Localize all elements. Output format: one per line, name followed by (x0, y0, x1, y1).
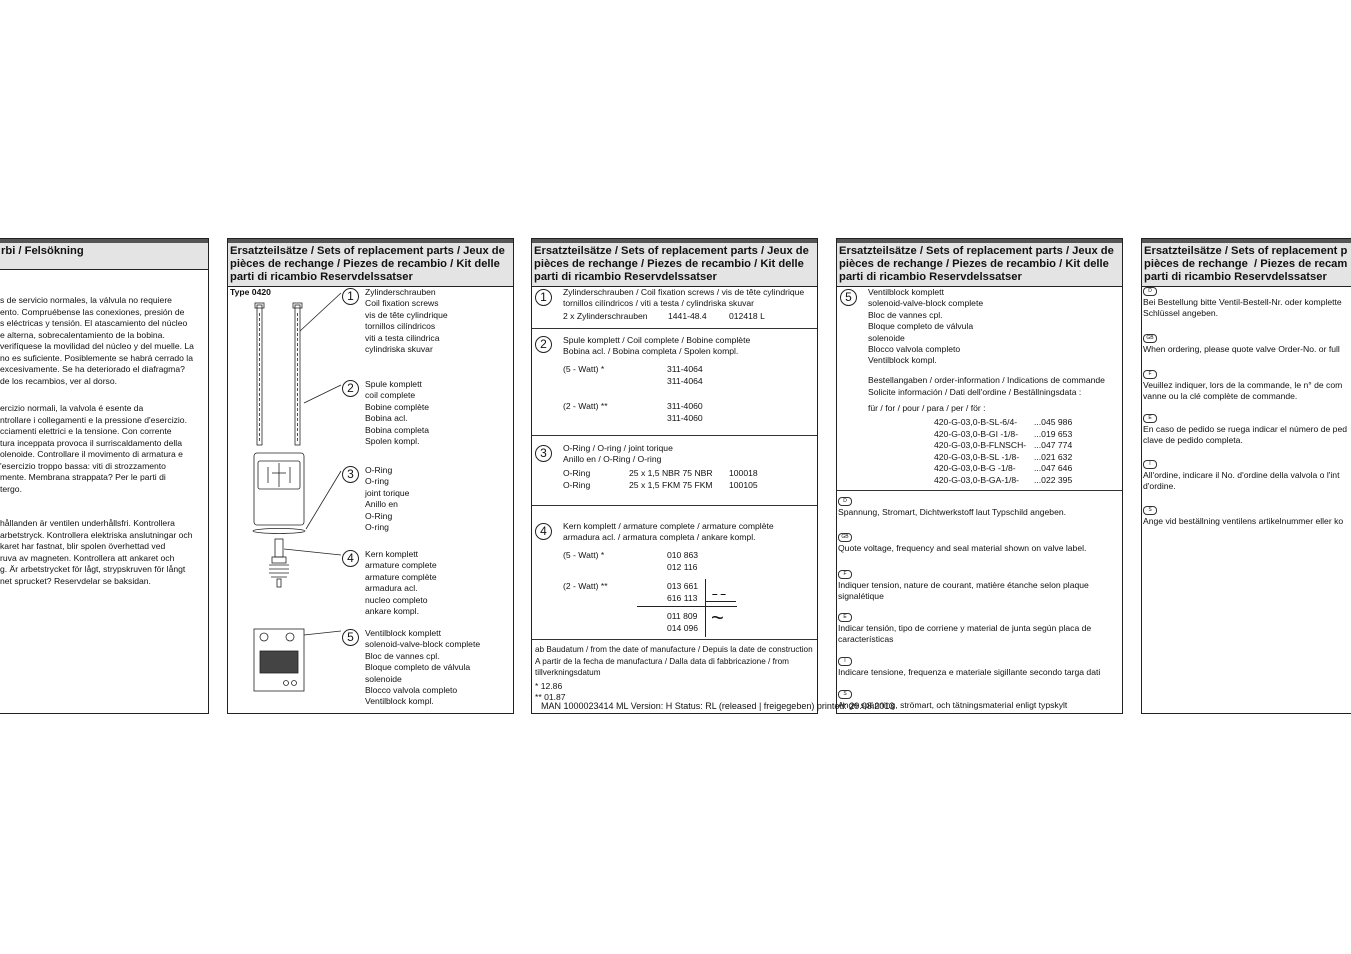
language-flag-gb: GB (1143, 334, 1157, 343)
footer-line-3: tillverkningsdatum (535, 668, 601, 677)
valve-block-line: solenoide (868, 332, 905, 343)
oring-row-2-name: O-Ring (563, 480, 591, 490)
callout-label: vis de tête cylindrique (365, 309, 448, 320)
callout-label: tornillos cilíndricos (365, 321, 436, 332)
valve-block-line: Ventilblock kompl. (868, 355, 937, 366)
order-info-2: Solicite información / Dati dell'ordine / Beställningsdata : (868, 387, 1082, 397)
language-note: Ange spänning, strömart, och tätningsmaterial enligt typskylt (838, 700, 1068, 710)
callout-label: armature complète (365, 571, 437, 582)
language-flag-e: E (838, 613, 852, 622)
title-line-2: pièces de rechange / Piezes de recam (1144, 258, 1348, 270)
troubleshooting-line: olenoide. Controllare il movimento di armatura e (0, 449, 183, 459)
language-note: En caso de pedido se ruega indicar el número de ped clave de pedido completa. (1143, 424, 1348, 446)
troubleshooting-line: tergo. (0, 483, 22, 494)
callout-label: armature complete (365, 560, 437, 571)
order-code: 420-G-03,0-B-SL-6/4- (934, 417, 1018, 427)
troubleshooting-line: e alterna, sobrecalentamiento de la bobina. (0, 329, 165, 340)
order-code: 420-G-03,0-B-GA-1/8- (934, 475, 1020, 485)
troubleshooting-line: de los recambios, ver al dorso. (0, 375, 118, 386)
title-line-1: Ersatzteilsätze / Sets of replacement p (1144, 245, 1348, 257)
core-5w-code-2: 012 116 (667, 562, 698, 572)
ac-symbol: ~ (711, 605, 724, 630)
callout-label: Zylinderschrauben (365, 287, 436, 297)
oring-desc-1: O-Ring / O-ring / joint torique (563, 443, 673, 453)
panel-title: Ersatzteilsätze / Sets of replacement parts / Jeux de pièces de rechange / Piezes de recambio / Kit delle parti di ricambio Reservdelssatser (228, 239, 513, 287)
footer-line-2: A partir de la fecha de manufactura / Dalla data di fabbricazione / from (535, 657, 789, 666)
troubleshooting-line: ntrollare i collegamenti e la pressione d'esercizio. (0, 414, 187, 425)
footer-line-1: ab Baudatum / from the date of manufacture / Depuis la date de construction (535, 645, 813, 654)
screws-desc-1: Zylinderschrauben / Coil fixation screws / vis de tête cylindrique (563, 287, 805, 297)
core-ac-code-2: 014 096 (667, 623, 699, 633)
oring-desc-2: Anillo en / O-Ring / O-ring (563, 454, 662, 464)
for-label: für / for / pour / para / per / för : (868, 403, 986, 413)
language-flag-d: D (1143, 287, 1157, 296)
callout-3: 3 (535, 445, 552, 462)
callout-label: O-Ring (365, 465, 393, 475)
replacement-parts-diagram-panel (227, 238, 514, 714)
language-note: Indicar tensión, tipo de corriene y material de junta según placa de características (838, 623, 1092, 645)
callout-3: 3 (342, 466, 359, 483)
footnote-5w: * 12.86 (535, 681, 563, 691)
order-code: 420-G-03,0-B-FLNSCH- (934, 440, 1027, 451)
panel-title: Ersatzteilsätze / Sets of replacement parts / Jeux de pièces de rechange / Piezes de recambio / Kit delle parti di ricambio Reservdelssatser (837, 239, 1122, 287)
coil-2w: (2 - Watt) ** (563, 401, 608, 411)
callout-label: Spule komplett (365, 379, 422, 389)
panel-title: Ersatzteilsätze / Sets of replacement parts / Jeux de pièces de rechange / Piezes de recambio / Kit delle parti di ricambio Reservdelssatser (532, 239, 817, 287)
order-info-1: Bestellangaben / order-information / Indications de commande (868, 375, 1105, 385)
screws-desc-2: tornillos cilíndricos / viti a testa / cylindriska skuvar (563, 298, 755, 308)
core-desc-2: armadura acl. / armatura completa / ankare kompl. (563, 532, 756, 542)
screws-code-1: 1441-48.4 (668, 311, 707, 321)
troubleshooting-line: net sprucket? Reservdelar se baksidan. (0, 575, 151, 586)
callout-label: Bloque completo de válvula (365, 662, 471, 673)
callout-label: Ventilblock kompl. (365, 696, 434, 707)
coil-5w: (5 - Watt) * (563, 364, 605, 374)
core-ac-code-1: 011 809 (667, 611, 698, 621)
callout-label: armadura acl. (365, 583, 418, 594)
order-number: ...021 632 (1034, 451, 1073, 462)
title-line-3: parti di ricambio Reservdelssatser (1144, 271, 1327, 283)
troubleshooting-line: 'esercizio troppo bassa: viti di strozzamento (0, 460, 166, 471)
screws-code-2: 012418 L (729, 311, 765, 321)
language-note: Spannung, Stromart, Dichtwerkstoff laut Typschild angeben. (838, 507, 1067, 517)
callout-4: 4 (535, 523, 552, 540)
troubleshooting-line: ercizio normali, la valvola é esente da (0, 403, 144, 413)
callout-label: Coil fixation screws (365, 298, 439, 309)
callout-label: solenoide (365, 673, 402, 684)
troubleshooting-line: no es suficiente. Posiblemente se habrá cerrado la (0, 352, 193, 363)
coil-2w-code-1: 311-4060 (667, 401, 703, 411)
order-info-panel (836, 238, 1123, 714)
coil-5w-code-2: 311-4064 (667, 376, 703, 386)
order-number: ...019 653 (1034, 428, 1073, 439)
callout-label: Bloc de vannes cpl. (365, 650, 440, 661)
callout-label: Kern komplett (365, 549, 419, 559)
screws-qty: 2 x Zylinderschrauben (563, 311, 648, 321)
troubleshooting-panel (0, 238, 209, 714)
troubleshooting-line: excesivamente. Se ha deteriorado el diafragma? (0, 364, 185, 374)
troubleshooting-line: mente. Membrana strappata? Per le parti di (0, 472, 166, 482)
coil-5w-code-1: 311-4064 (667, 364, 703, 374)
troubleshooting-line: g. Är arbetstrycket för lågt, strypskruven för långt (0, 564, 186, 574)
callout-label: nucleo completo (365, 594, 428, 605)
callout-2: 2 (535, 336, 552, 353)
order-code: 420-G-03,0-B-SL -1/8- (934, 451, 1020, 462)
core-2w-code-2: 616 113 (667, 593, 698, 603)
callout-label: ankare kompl. (365, 606, 419, 616)
callout-label: Blocco valvola completo (365, 685, 458, 695)
valve-block-line: Blocco valvola completo (868, 344, 961, 354)
callout-5: 5 (342, 629, 359, 646)
troubleshooting-line: hållanden är ventilen underhållsfri. Kontrollera (0, 518, 175, 528)
panel-title: rbi / Felsökning (0, 239, 208, 270)
callout-label: Bobina acl. (365, 413, 408, 424)
language-flag-e: E (1143, 414, 1157, 423)
language-flag-s: S (1143, 506, 1157, 515)
order-code: 420-G-03,0-B-GI -1/8- (934, 428, 1019, 439)
language-note: Indicare tensione, frequenza e materiale sigillante secondo targa dati (838, 667, 1101, 677)
callout-label: Bobina completa (365, 424, 430, 435)
core-2w: (2 - Watt) ** (563, 581, 608, 591)
order-number: ...047 646 (1034, 463, 1073, 474)
callout-label: viti a testa cilindrica (365, 332, 440, 343)
troubleshooting-line: tura inceppata provoca il surriscaldamento della (0, 437, 183, 448)
callout-1: 1 (342, 288, 359, 305)
valve-block-line: Bloc de vannes cpl. (868, 309, 943, 320)
valve-block-line: solenoid-valve-block complete (868, 298, 984, 309)
panel-title (1142, 239, 1351, 287)
coil-desc-1: Spule komplett / Coil complete / Bobine complète (563, 335, 751, 345)
troubleshooting-line: ento. Compruébense las conexiones, presión de (0, 306, 185, 317)
document-status-line: MAN 1000023414 ML Version: H Status: RL (released | freigegeben) printed: 29.08.2013 (541, 701, 895, 711)
callout-2: 2 (342, 380, 359, 397)
coil-2w-code-2: 311-4060 (667, 413, 703, 423)
language-flag-gb: GB (838, 533, 852, 542)
callout-5: 5 (840, 289, 857, 306)
language-flag-i: I (1143, 460, 1157, 469)
order-number: ...022 395 (1034, 475, 1073, 485)
replacement-parts-list-panel (531, 238, 818, 714)
order-note-panel (1141, 238, 1351, 714)
oring-row-2-code: 100105 (729, 480, 758, 490)
language-note: Ange vid beställning ventilens artikelnummer eller ko (1143, 516, 1344, 526)
language-note: Veuillez indiquer, lors de la commande, le n° de com vanne ou la clé complète de commande. (1143, 380, 1343, 402)
troubleshooting-line: arbetstryck. Kontrollera elektriska anslutningar och (0, 529, 193, 540)
oring-row-1-code: 100018 (729, 468, 758, 478)
troubleshooting-line: cciamenti elettrici e la tensione. Con corrente (0, 426, 172, 436)
callout-label: coil complete (365, 390, 416, 401)
callout-label: Spolen kompl. (365, 436, 420, 446)
callout-label: Bobine complète (365, 401, 430, 412)
troubleshooting-line: s eléctricas y tensión. El atascamiento del núcleo (0, 318, 188, 328)
core-5w-code-1: 010 863 (667, 550, 699, 560)
callout-label: Ventilblock komplett (365, 628, 441, 638)
troubleshooting-line: s de servicio normales, la válvula no requiere (0, 295, 172, 305)
callout-label: O-ring (365, 522, 389, 532)
callout-label: cylindriska skuvar (365, 344, 433, 354)
language-note: Indiquer tension, nature de courant, matière étanche selon plaque signalétique (838, 580, 1089, 602)
oring-row-1-spec: 25 x 1,5 NBR 75 NBR (629, 468, 713, 478)
language-note: All'ordine, indicare il No. d'ordine della valvola o l'int d'ordine. (1143, 470, 1340, 492)
valve-block-line: Bloque completo de válvula (868, 321, 974, 332)
language-note: Quote voltage, frequency and seal material shown on valve label. (838, 543, 1087, 553)
dc-symbol: – – (712, 589, 726, 600)
core-desc-1: Kern komplett / armature complete / armature complète (563, 521, 774, 531)
callout-label: solenoid-valve-block complete (365, 639, 481, 650)
callout-1: 1 (535, 289, 552, 306)
callout-label: O-Ring (365, 510, 393, 521)
core-2w-code-1: 013 661 (667, 581, 699, 591)
language-flag-i: I (838, 657, 852, 666)
callout-4: 4 (342, 550, 359, 567)
troubleshooting-line: verifíquese la movilidad del núcleo y del muelle. La (0, 341, 194, 351)
language-flag-s: S (838, 690, 852, 699)
language-flag-f: F (838, 570, 852, 579)
oring-row-2-spec: 25 x 1,5 FKM 75 FKM (629, 480, 713, 490)
language-flag-f: F (1143, 370, 1157, 379)
callout-label: Anillo en (365, 499, 398, 510)
troubleshooting-line: ruva av magneten. Kontrollera att ankaret och (0, 552, 175, 563)
order-number: ...045 986 (1034, 417, 1073, 427)
valve-block-line: Ventilblock komplett (868, 287, 944, 297)
callout-label: O-ring (365, 476, 389, 487)
oring-row-1-name: O-Ring (563, 468, 591, 478)
coil-desc-2: Bobina acl. / Bobina completa / Spolen kompl. (563, 346, 739, 356)
order-number: ...047 774 (1034, 440, 1073, 451)
language-flag-d: D (838, 497, 852, 506)
type-label: Type 0420 (230, 287, 271, 297)
footnote-2w: ** 01.87 (535, 692, 566, 702)
core-5w: (5 - Watt) * (563, 550, 605, 560)
language-note: When ordering, please quote valve Order-No. or full (1143, 344, 1340, 354)
callout-label: joint torique (365, 487, 410, 498)
language-note: Bei Bestellung bitte Ventil-Bestell-Nr. oder komplette Schlüssel angeben. (1143, 297, 1342, 319)
order-code: 420-G-03,0-B-G -1/8- (934, 463, 1016, 474)
troubleshooting-line: karet har fastnat, blir spolen överhettad ved (0, 541, 166, 551)
